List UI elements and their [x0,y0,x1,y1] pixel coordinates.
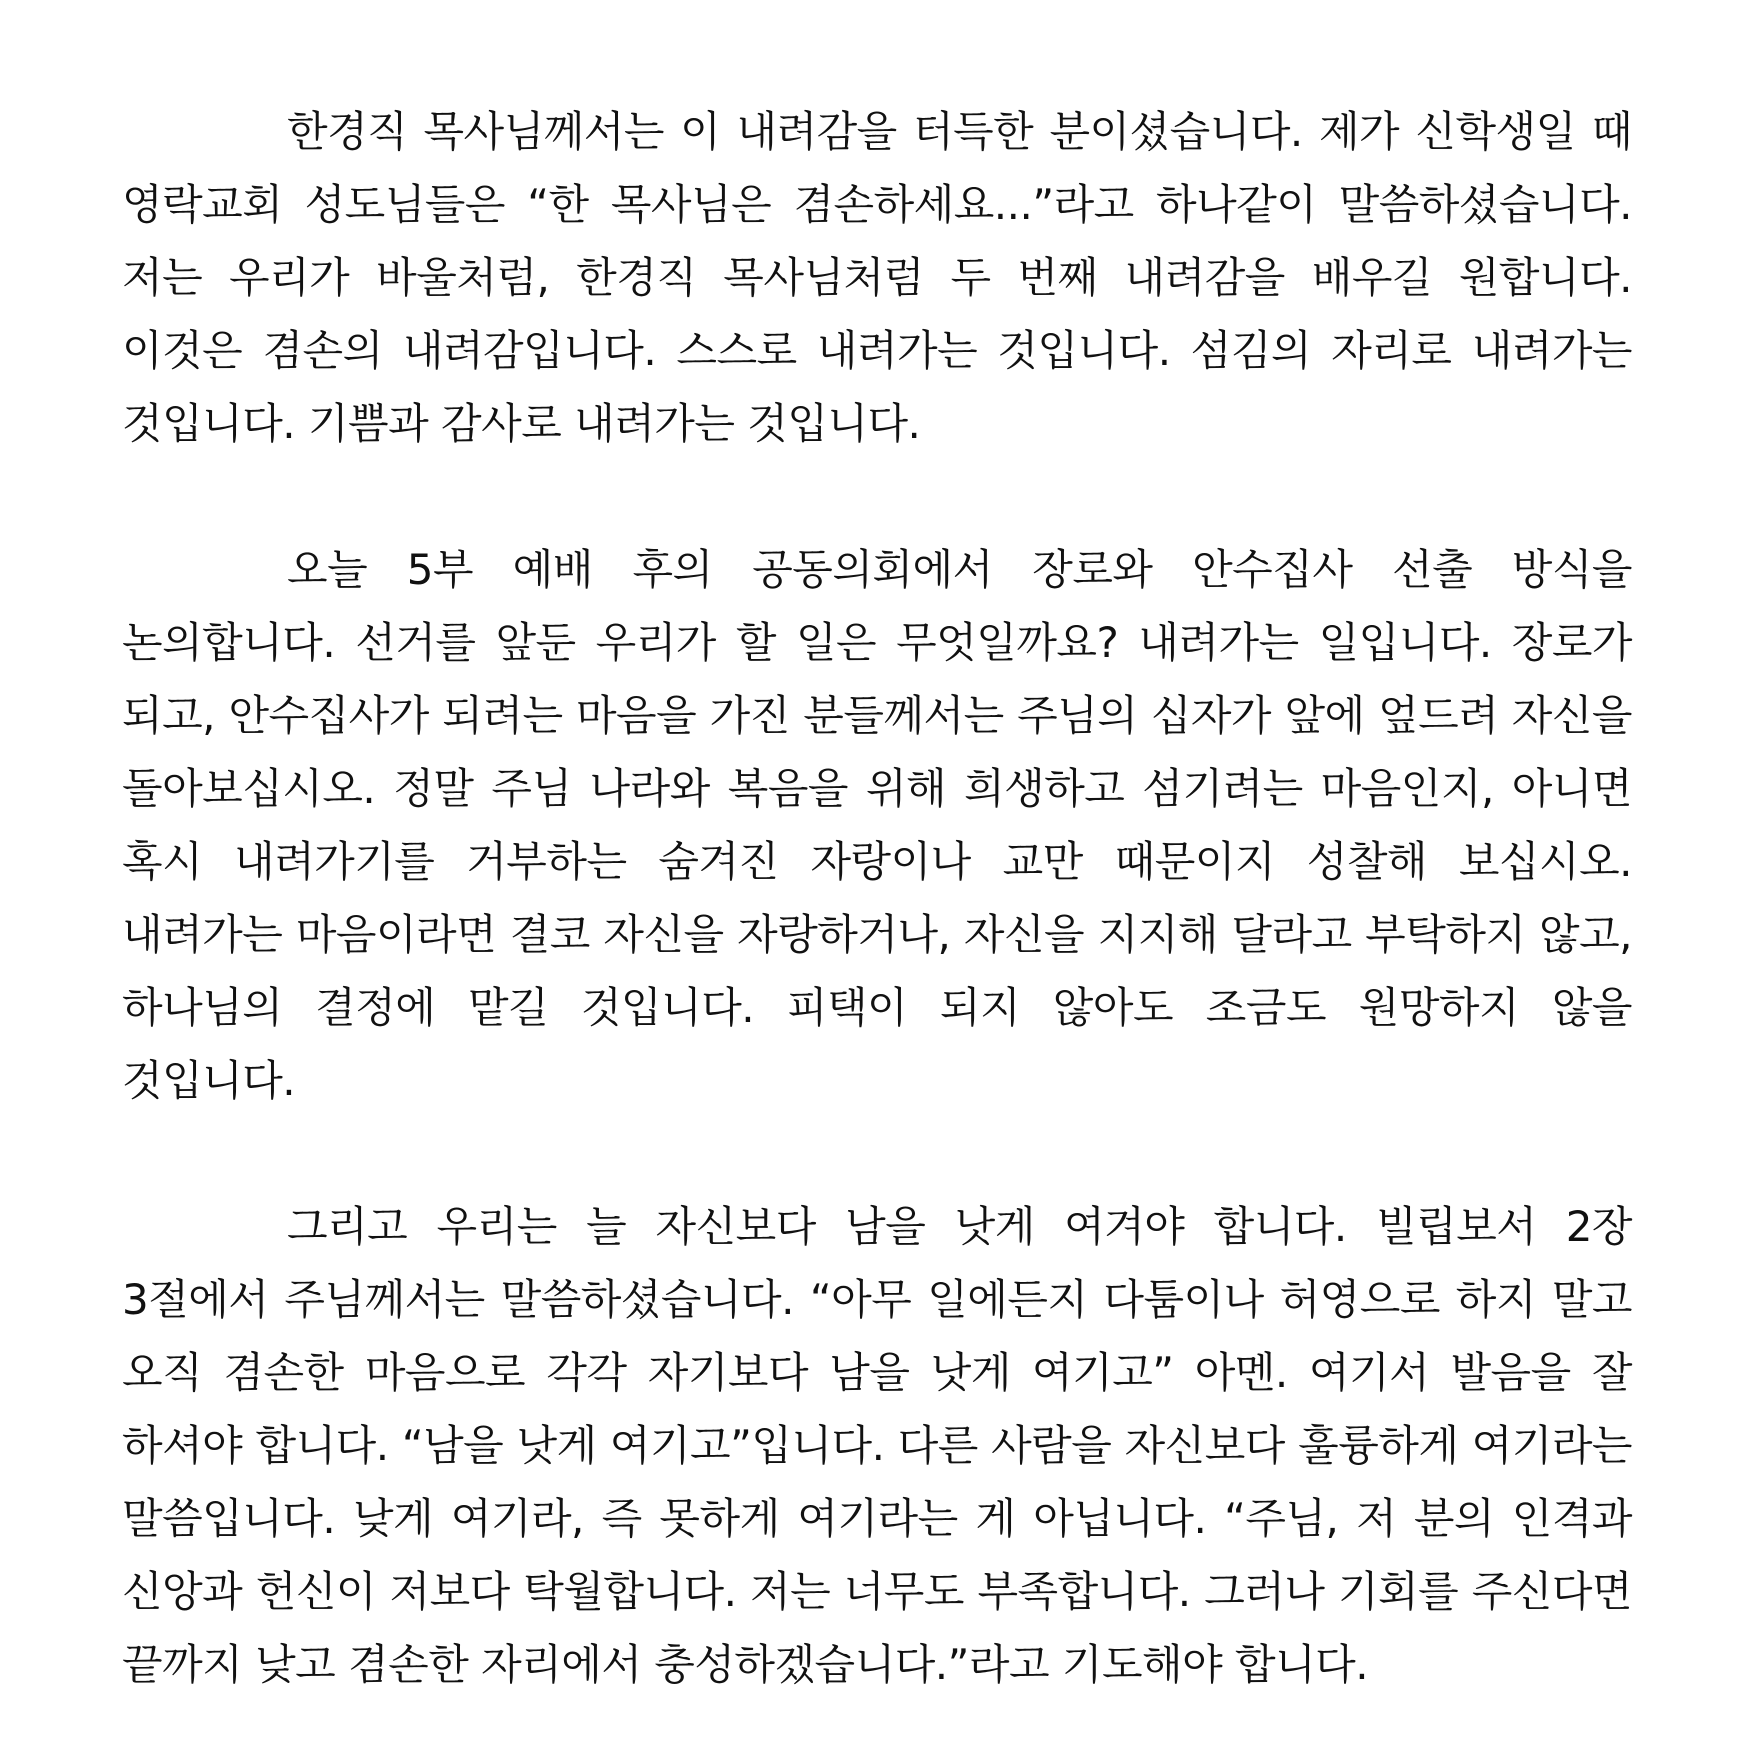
paragraph-3: 그리고 우리는 늘 자신보다 남을 낫게 여겨야 합니다. 빌립보서 2장 3절에서 주님께서는 말씀하셨습니다. “아무 일에든지 다툼이나 허영으로 하지 말고 오직 겸손한 마음으로 각각 자기보다 남을 낫게 여기고” 아멘. 여기서 발음을 잘 하셔야 합니다. “남을 낫게 여기고”입니다. 다른 사람을 자신보다 훌륭하게 여기라는 말씀입니다. 낮게 여기라, 즉 못하게 여기라는 게 아닙니다. “주님, 저 분의 인격과 신앙과 헌신이 저보다 탁월합니다. 저는 너무도 부족합니다. 그러나 기회를 주신다면 끝까지 낮고 겸손한 자리에서 충성하겠습니다.”라고 기도해야 합니다. [122,1202,1632,1689]
document-page [122,95,1632,1701]
paragraph-2: 오늘 5부 예배 후의 공동의회에서 장로와 안수집사 선출 방식을 논의합니다. 선거를 앞둔 우리가 할 일은 무엇일까요? 내려가는 일입니다. 장로가 되고, 안수집사가 되려는 마음을 가진 분들께서는 주님의 십자가 앞에 엎드려 자신을 돌아보십시오. 정말 주님 나라와 복음을 위해 희생하고 섬기려는 마음인지, 아니면 혹시 내려가기를 거부하는 숨겨진 자랑이나 교만 때문이지 성찰해 보십시오. 내려가는 마음이라면 결코 자신을 자랑하거나, 자신을 지지해 달라고 부탁하지 않고, 하나님의 결정에 맡길 것입니다. 피택이 되지 않아도 조금도 원망하지 않을 것입니다. [122,545,1632,1105]
paragraph-1: 한경직 목사님께서는 이 내려감을 터득한 분이셨습니다. 제가 신학생일 때 영락교회 성도님들은 “한 목사님은 겸손하세요...”라고 하나같이 말씀하셨습니다. 저는 우리가 바울처럼, 한경직 목사님처럼 두 번째 내려감을 배우길 원합니다. 이것은 겸손의 내려감입니다. 스스로 내려가는 것입니다. 섬김의 자리로 내려가는 것입니다. 기쁨과 감사로 내려가는 것입니다. [122,107,1632,448]
